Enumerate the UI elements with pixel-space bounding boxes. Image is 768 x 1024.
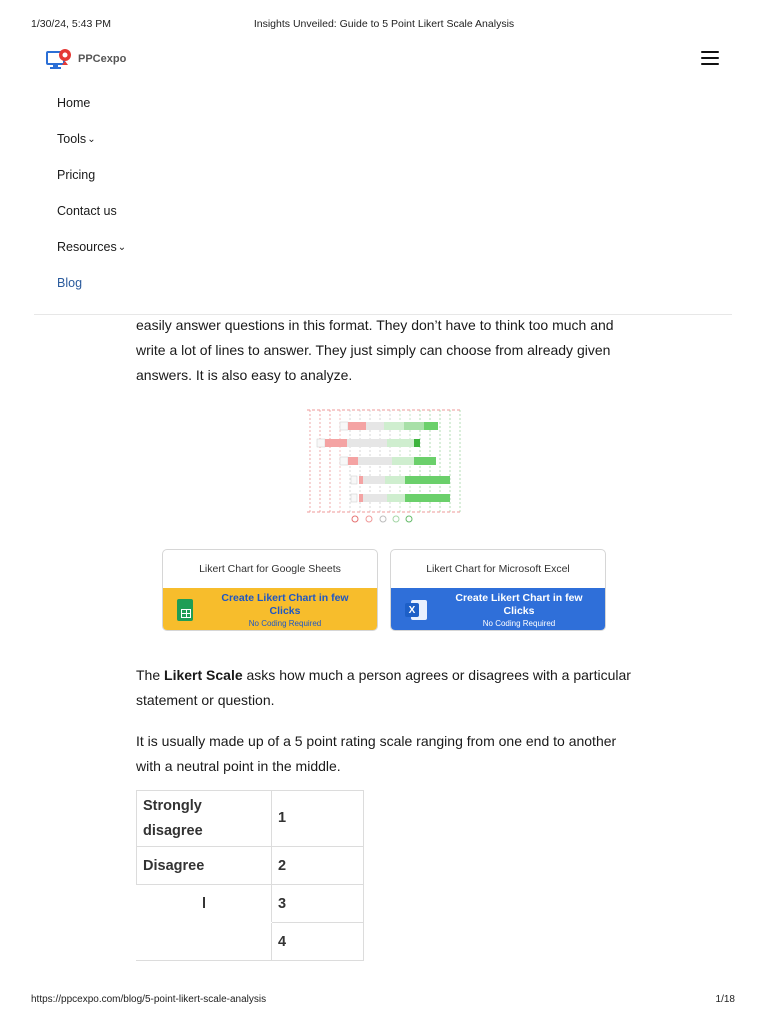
cta-action[interactable] <box>391 588 605 631</box>
text-suffix: asks how much a person agrees or disagrees with a particular statement or question. <box>136 667 631 708</box>
ppcexpo-logo-icon <box>46 48 74 70</box>
scale-label <box>137 923 272 961</box>
microsoft-excel-cta[interactable] <box>390 549 606 631</box>
google-sheets-cta[interactable] <box>162 549 378 631</box>
chevron-down-icon: ⌄ <box>87 134 96 145</box>
article-paragraph <box>136 663 636 713</box>
table-row <box>137 847 364 885</box>
scale-label: Disagree <box>137 847 272 885</box>
scale-value: 1 <box>272 791 364 847</box>
nav-item-label: Blog <box>57 276 83 290</box>
nav-item-blog[interactable] <box>57 276 126 312</box>
nav-item-resources[interactable] <box>57 240 126 276</box>
nav-item-label: Contact us <box>57 204 117 218</box>
likert-scale-table <box>136 790 364 961</box>
scale-label: l <box>137 885 272 923</box>
main-nav <box>57 96 126 312</box>
microsoft-excel-icon: X <box>405 599 427 621</box>
scale-value: 4 <box>272 923 364 961</box>
google-sheets-icon <box>177 599 193 621</box>
site-logo[interactable] <box>46 48 126 70</box>
cta-action[interactable] <box>163 588 377 631</box>
scale-label: Strongly disagree <box>137 791 272 847</box>
scale-value: 3 <box>272 885 364 923</box>
cta-main-text: Create Likert Chart in few Clicks <box>455 591 583 617</box>
likert-chart-image <box>307 406 461 526</box>
cta-main-text: Create Likert Chart in few Clicks <box>221 591 349 617</box>
chevron-down-icon: ⌄ <box>117 242 127 253</box>
nav-item-pricing[interactable] <box>57 168 126 204</box>
article-paragraph: It is usually made up of a 5 point rating scale ranging from one end to another with a neutral point in the middle. <box>136 733 617 774</box>
nav-item-contact[interactable] <box>57 204 126 240</box>
print-datetime: 1/30/24, 5:43 PM <box>31 18 111 30</box>
table-row <box>137 791 364 847</box>
nav-item-label: Tools <box>57 132 87 146</box>
print-page-number: 1/18 <box>715 994 735 1005</box>
print-url: https://ppcexpo.com/blog/5-point-likert-scale-analysis <box>31 994 267 1005</box>
cta-header: Likert Chart for Google Sheets <box>199 563 341 575</box>
scale-value: 2 <box>272 847 364 885</box>
logo-text: PPCexpo <box>78 53 127 65</box>
cta-header: Likert Chart for Microsoft Excel <box>426 563 570 575</box>
cta-sub-text: No Coding Required <box>248 618 322 628</box>
article-paragraph: easily answer questions in this format. They don’t have to think too much and write a lot of lines to answer. They just simply can choose from already given answers. It is also easy to analyze. <box>136 317 614 383</box>
nav-item-label: Home <box>57 96 91 110</box>
cta-sub-text: No Coding Required <box>482 618 556 628</box>
nav-item-tools[interactable] <box>57 132 126 168</box>
table-row <box>137 885 364 923</box>
hamburger-icon[interactable] <box>701 51 719 65</box>
nav-item-label: Pricing <box>57 168 96 182</box>
nav-item-home[interactable] <box>57 96 126 132</box>
likert-scale-term: Likert Scale <box>164 667 243 683</box>
nav-item-label: Resources <box>57 240 117 254</box>
text-prefix: The <box>136 667 165 683</box>
print-page-title: Insights Unveiled: Guide to 5 Point Likert Scale Analysis <box>253 18 515 30</box>
table-row <box>137 923 364 961</box>
